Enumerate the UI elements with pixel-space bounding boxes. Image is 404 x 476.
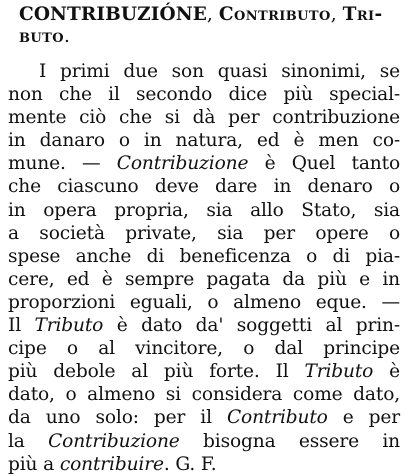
body-line: la Contribuzione bisogna essere in [8, 430, 400, 452]
heading-separator: , [330, 4, 343, 25]
entry-heading [19, 4, 397, 48]
body-line: che ciascuno deve dare in denaro o [8, 176, 400, 198]
body-line: in opera propria, sia allo Stato, sia [8, 199, 400, 221]
body-line: non che il secondo dice più special- [8, 84, 400, 106]
entry-headword: CONTRIBUZIÓNE [19, 4, 207, 25]
entry-variant-tributo-part1: Tri- [342, 4, 383, 25]
entry-variant-tributo-part2: buto [19, 26, 64, 47]
author-signature: . G. F. [163, 453, 217, 475]
heading-separator: , [206, 4, 219, 25]
body-line: mente ciò che si dà per contribuzione [8, 107, 400, 129]
term-tributo: Tributo [34, 315, 104, 337]
body-line: da uno solo: per il Contributo e per [8, 407, 400, 429]
term-tributo: Tributo [304, 361, 374, 383]
body-line: in danaro o in natura, ed è men co- [8, 130, 400, 152]
body-line: I primi due son quasi sinonimi, se [39, 61, 400, 82]
term-contribuire: contribuire [59, 453, 164, 475]
body-line: più debole al più forte. Il Tributo è [8, 361, 400, 383]
body-line: Il Tributo è dato da' soggetti al prin- [8, 315, 400, 337]
heading-end: . [63, 26, 70, 47]
body-line: più a contribuire. G. F. [8, 453, 217, 475]
body-line: spese anche di beneficenza o di pia- [8, 245, 400, 267]
entry-variant-contributo: Contributo [218, 4, 331, 25]
body-line: dato, o almeno si considera come dato, [8, 384, 400, 406]
body-line: cere, ed è sempre pagata da più e in [8, 268, 400, 290]
entry-body [8, 60, 400, 476]
body-line: a società private, sia per opere o [8, 222, 400, 244]
term-contribuzione: Contribuzione [116, 153, 249, 175]
body-line: proporzioni eguali, o almeno eque. — [8, 291, 400, 313]
body-line: cipe o al vincitore, o dal principe [8, 338, 400, 360]
term-contributo: Contributo [226, 407, 328, 429]
body-line: mune. — Contribuzione è Quel tanto [8, 153, 401, 175]
term-contribuzione: Contribuzione [48, 430, 180, 452]
